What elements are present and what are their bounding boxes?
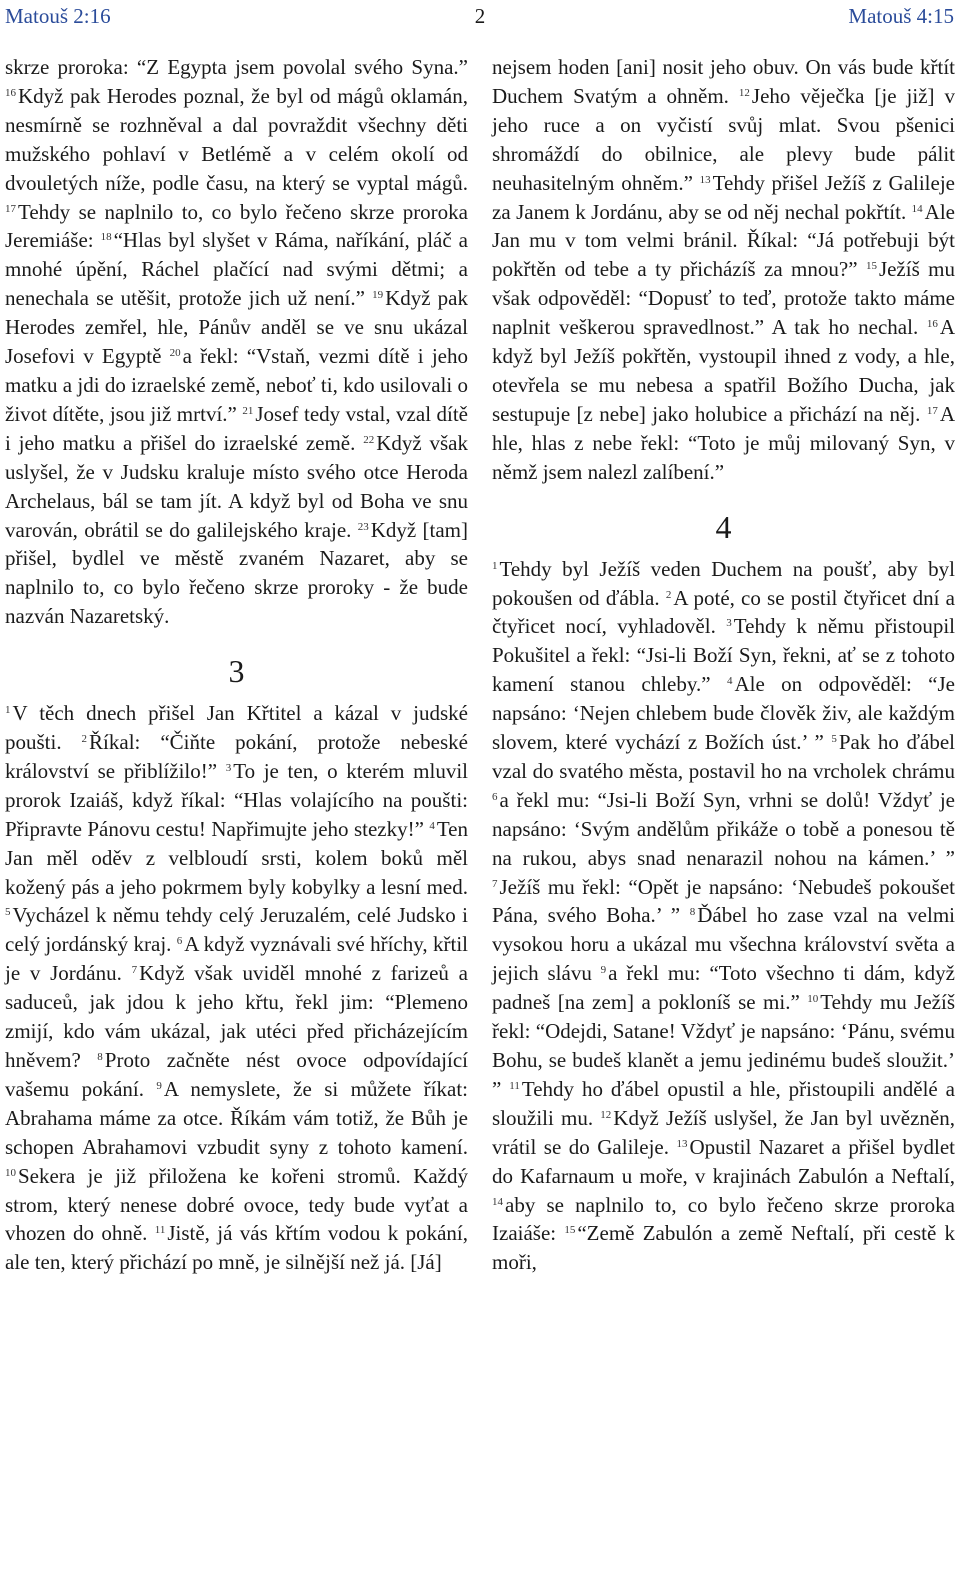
verse-number: 11	[509, 1079, 520, 1092]
verse-number: 3	[225, 761, 232, 774]
verse-number: 10	[807, 993, 819, 1006]
verse-text: Ten Jan měl oděv z velbloudí srsti, kolem boků měl kožený pás a jeho pokrmem byly kobylky a lesní med.	[5, 816, 468, 899]
verse-number: 14	[911, 202, 923, 215]
page-number: 2	[474, 4, 486, 28]
verse-text: Opustil Nazaret a přišel bydlet do Kafarnaum u moře, v krajinách Zabulón a Neftalí,	[492, 1134, 955, 1188]
verse-text: To je ten, o kterém mluvil prorok Izaiáš, když říkal: “Hlas volajícího na poušti: Připravte Pánovu cestu! Napřimujte jeho stezky!”	[5, 758, 468, 841]
verse-number: 9	[600, 964, 607, 977]
verse-number: 8	[97, 1051, 103, 1063]
verse-text: Ale on odpověděl: “Je napsáno: ‘Nejen chlebem bude člověk živ, ale každým slovem, které vychází z Božích úst.’ ”	[492, 672, 955, 755]
verse-text: Vycházel k němu tehdy celý Jeruzalém, celé Judsko i celý jordánský kraj.	[5, 903, 468, 957]
right-column	[492, 53, 955, 1277]
paragraph-matthew-2	[5, 53, 468, 631]
verse-text: a řekl mu: “Toto všechno ti dám, když padneš [na zem] a pokloníš se mi.”	[492, 961, 955, 1015]
verse-text: aby se naplnilo to, co bylo řečeno skrze proroka Izaiáše:	[492, 1192, 955, 1246]
verse-text: Jeho věječka [je již] v jeho ruce a on vyčistí svůj mlat. Svou pšenici shromáždí do obilnice, ale plevy bude pálit neuhasitelným ohněm.”	[492, 83, 955, 195]
chapter-heading-4: 4	[715, 508, 732, 545]
verse-number: 7	[492, 877, 498, 890]
verse-text: a řekl mu: “Jsi-li Boží Syn, vrhni se dolů! Vždyť je napsáno: ‘Svým andělům přikáže o tobě a ponesou tě na rukou, abys snad nenarazil nohou na kámen.’ ”	[492, 787, 955, 870]
verse-number: 1	[492, 559, 498, 572]
verse-number: 23	[357, 520, 369, 533]
verse-text: “Země Zabulón a země Neftalí, při cestě k moři,	[492, 1221, 955, 1275]
verse-number: 18	[100, 231, 112, 244]
verse-number: 3	[726, 617, 732, 630]
verse-text: A hle, hlas z nebe řekl: “Toto je můj milovaný Syn, v němž jsem nalezl zalíbení.”	[492, 401, 955, 484]
verse-text: Tehdy se naplnilo to, co bylo řečeno skrze proroka Jeremiáše:	[5, 199, 468, 253]
verse-number: 11	[154, 1224, 166, 1237]
verse-number: 6	[176, 935, 183, 948]
verse-number: 16	[5, 86, 16, 99]
verse-number: 10	[5, 1166, 16, 1179]
paragraph-matthew-4	[492, 555, 955, 1278]
verse-text: Tehdy ho ďábel opustil a hle, přistoupili andělé a sloužili mu.	[492, 1076, 955, 1130]
header-right-reference: Matouš 4:15	[848, 4, 954, 28]
verse-number: 8	[689, 906, 696, 919]
verse-text: Proto začněte nést ovoce odpovídající vašemu pokání.	[5, 1048, 468, 1101]
verse-number: 22	[363, 433, 375, 446]
verse-number: 2	[81, 733, 88, 746]
verse-number: 14	[492, 1195, 503, 1208]
verse-text: A poté, co se postil čtyřicet dní a čtyřicet nocí, vyhladověl.	[492, 585, 955, 639]
left-column	[5, 53, 468, 1277]
paragraph-matthew-3-cont	[492, 53, 955, 487]
verse-number: 12	[738, 86, 750, 99]
verse-text: A když byl Ježíš pokřtěn, vystoupil ihned z vody, a hle, otevřela se mu nebesa a spatřil Božího Ducha, jak sestupuje [z nebe] jako holubice a přichází na něj.	[492, 315, 955, 426]
verse-text: Josef tedy vstal, vzal dítě i jeho matku a přišel do izraelské země.	[5, 401, 468, 455]
verse-number: 16	[926, 318, 938, 331]
verse-text: Když však uviděl mnohé z farizeů a saduceů, jak jdou k jeho křtu, řekl jim: “Plemeno zmijí, kdo vám ukázal, jak utéci před přicházejícím hněvem?	[5, 961, 468, 1072]
verse-number: 21	[242, 404, 254, 417]
verse-number: 13	[699, 173, 711, 186]
verse-text: Když [tam] přišel, bydlel ve městě zvaném Nazaret, aby se naplnilo to, co bylo řečeno skrze proroky - že bude nazván Nazaretský.	[5, 517, 469, 629]
verse-text: Tehdy byl Ježíš veden Duchem na poušť, aby byl pokoušen od ďábla.	[492, 556, 955, 610]
verse-number: 17	[926, 404, 938, 417]
verse-text: Když však uslyšel, že v Judsku kraluje místo svého otce Heroda Archelaus, bál se tam jít. A když byl od Boha ve snu varován, obrátil se do galilejského kraje.	[5, 430, 469, 542]
verse-text: Když pak Herodes poznal, že byl od mágů oklamán, nesmírně se rozhněval a dal povraždit všechny děti mužského pohlaví v Betlémě a v celém okolí od dvouletých níže, podle času, na který se vyptal mágů.	[5, 83, 468, 195]
verse-number: 20	[169, 347, 181, 360]
paragraph-matthew-3	[5, 699, 468, 1277]
verse-number: 4	[429, 819, 435, 832]
verse-text: Tehdy k němu přistoupil Pokušitel a řekl: “Jsi-li Boží Syn, řekni, ať se z tohoto kamení stanou chleby.”	[492, 614, 955, 697]
running-header	[0, 0, 960, 32]
verse-text: V těch dnech přišel Jan Křtitel a kázal v judské poušti.	[5, 701, 468, 755]
verse-text: Ježíš mu řekl: “Opět je napsáno: ‘Nebudeš pokoušet Pána, svého Boha.’ ”	[492, 874, 955, 928]
verse-number: 6	[492, 790, 498, 803]
verse-number: 15	[564, 1224, 576, 1237]
verse-number: 15	[865, 260, 877, 273]
header-left-reference: Matouš 2:16	[5, 4, 111, 28]
verse-number: 7	[131, 964, 138, 977]
verse-number: 13	[676, 1137, 688, 1150]
chapter-heading-3: 3	[228, 653, 245, 690]
verse-number: 5	[831, 733, 837, 746]
verse-text: Říkal: “Čiňte pokání, protože nebeské království se přiblížilo!”	[5, 730, 468, 783]
verse-number: 9	[156, 1079, 162, 1092]
verse-text: Když pak Herodes zemřel, hle, Pánův anděl se ve snu ukázal Josefovi v Egyptě	[5, 286, 468, 369]
verse-number: 12	[600, 1108, 612, 1121]
verse-text: Ďábel ho zase vzal na velmi vysokou horu a ukázal mu všechna království světa a jejich slávu	[492, 903, 955, 986]
verse-text: “Hlas byl slyšet v Ráma, naříkání, pláč a mnohé úpění, Ráchel plačící nad svými dětmi; a nenechala se utěšit, protože jich už není.”	[5, 228, 468, 311]
verse-text: a řekl: “Vstaň, vezmi dítě i jeho matku a jdi do izraelské země, neboť ti, kdo usilovali o život dítěte, jsou již mrtví.”	[5, 344, 468, 426]
verse-text: Pak ho ďábel vzal do svatého města, postavil ho na vrcholek chrámu	[492, 730, 955, 783]
verse-number: 17	[5, 202, 16, 215]
verse-number: 2	[665, 588, 672, 601]
verse-text: Tehdy přišel Ježíš z Galileje za Janem k Jordánu, aby se od něj nechal pokřtít.	[492, 170, 955, 224]
verse-text: A když vyznávali své hříchy, křtil je v Jordánu.	[5, 932, 468, 986]
verse-text: Ježíš mu však odpověděl: “Dopusť to teď, protože takto máme naplnit veškerou spravedlnost.” A tak ho nechal.	[492, 257, 955, 340]
verse-number: 19	[372, 289, 384, 302]
verse-text: Tehdy mu Ježíš řekl: “Odejdi, Satane! Vždyť je napsáno: ‘Pánu, svému Bohu, se budeš klanět a jemu jedinému budeš sloužit.’ ”	[492, 990, 955, 1101]
verse-text: A nemyslete, že si můžete říkat: Abrahama máme za otce. Říkám vám totiž, že Bůh je schopen Abrahamovi vzbudit syny z tohoto kamení.	[5, 1076, 468, 1159]
verse-text: Když Ježíš uslyšel, že Jan byl uvězněn, vrátil se do Galileje.	[492, 1105, 955, 1159]
verse-number: 1	[5, 704, 11, 717]
verse-text: Ale Jan mu v tom velmi bránil. Říkal: “Já potřebuji být pokřtěn od tebe a ty přicházíš za mnou?”	[492, 199, 955, 282]
verse-number: 5	[5, 906, 11, 919]
verse-text: skrze proroka: “Z Egypta jsem povolal svého Syna.”	[5, 55, 468, 79]
verse-text: Jistě, já vás křtím vodou k pokání, ale ten, který přichází po mně, je silnější než já. [Já]	[5, 1221, 468, 1275]
verse-text: nejsem hoden [ani] nosit jeho obuv. On vás bude křtít Duchem Svatým a ohněm.	[492, 55, 955, 108]
verse-number: 4	[726, 675, 733, 688]
verse-text: Sekera je již přiložena ke kořeni stromů. Každý strom, který nenese dobré ovoce, tedy bude vyťat a vhozen do ohně.	[5, 1163, 468, 1246]
